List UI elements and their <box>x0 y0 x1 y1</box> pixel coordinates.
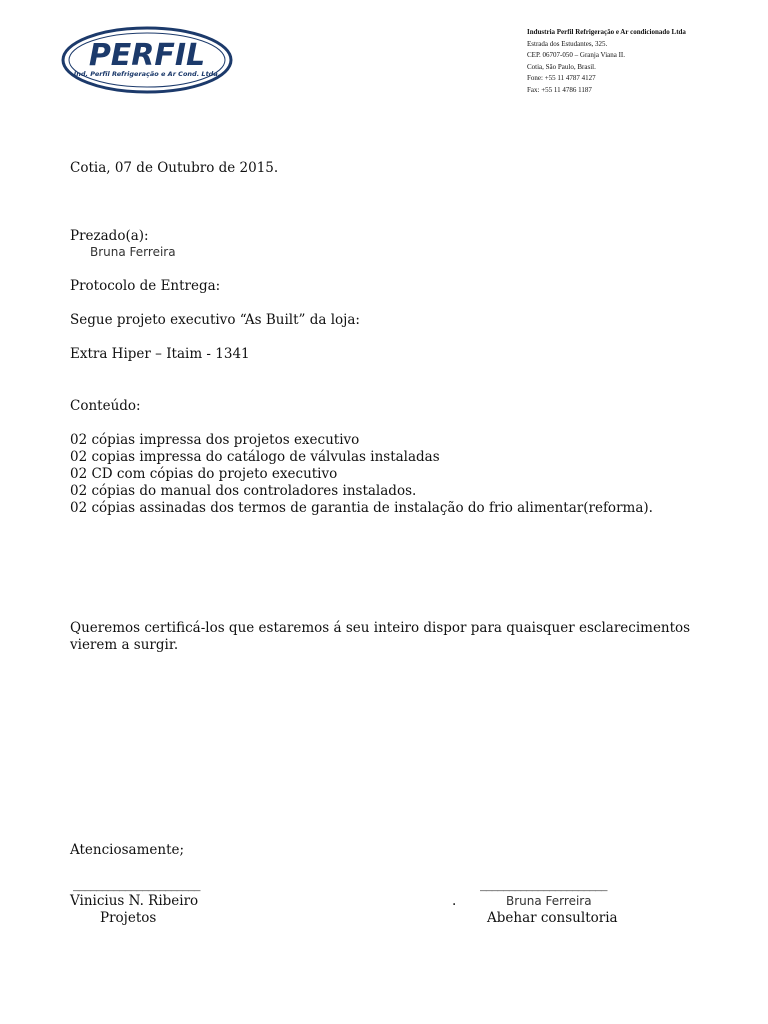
letterhead-cep: CEP. 06707-050 – Granja Viana II. <box>527 51 626 59</box>
letterhead-fax: Fax: +55 11 4786 1187 <box>527 85 592 94</box>
signer-left-name: Vinicius N. Ribeiro <box>70 893 199 909</box>
list-item: 02 copias impressa do catálogo de válvulas instaladas <box>70 449 440 465</box>
svg-text:Ind. Perfil Refrigeração e Ar: Ind. Perfil Refrigeração e Ar Cond. Ltda. <box>73 70 221 78</box>
company-logo <box>60 25 234 95</box>
closing-paragraph: Queremos certificá-los que estaremos á seu inteiro dispor para quaisquer esclarecimentos vierem a surgir. <box>70 620 691 653</box>
letterhead-address: Estrada dos Estudantes, 325. <box>527 39 608 48</box>
list-item: 02 cópias impressa dos projetos executivo <box>70 432 360 448</box>
salutation: Prezado(a): <box>70 228 149 244</box>
letterhead-city: Cotia, São Paulo, Brasil. <box>527 62 596 71</box>
list-item: 02 CD com cópias do projeto executivo <box>70 466 338 482</box>
signer-left-role: Projetos <box>100 910 157 926</box>
signoff: Atenciosamente; <box>70 842 185 858</box>
letterhead-block <box>527 27 757 96</box>
list-item: 02 cópias do manual dos controladores instalados. <box>70 483 417 499</box>
recipient-name: Bruna Ferreira <box>90 245 176 259</box>
contents-heading: Conteúdo: <box>70 398 141 414</box>
store-line: Extra Hiper – Itaim - 1341 <box>70 346 250 362</box>
letter-date: Cotia, 07 de Outubro de 2015. <box>70 160 279 176</box>
signature-line-right: ______________________ <box>480 876 607 892</box>
letterhead-company: Industria Perfil Refrigeração e Ar condicionado Ltda <box>527 28 686 36</box>
intro-line: Segue projeto executivo “As Built” da loja: <box>70 312 360 328</box>
signer-right-name: Bruna Ferreira <box>506 894 592 908</box>
letterhead-phone: Fone: +55 11 4787 4127 <box>527 74 596 82</box>
signature-line-left: ______________________ <box>73 876 200 892</box>
subject-line: Protocolo de Entrega: <box>70 278 221 294</box>
svg-text:PERFIL: PERFIL <box>88 38 206 73</box>
contents-list <box>70 432 653 517</box>
signature-dot: . <box>452 893 457 909</box>
list-item: 02 cópias assinadas dos termos de garantia de instalação do frio alimentar(reforma). <box>70 500 653 516</box>
signer-right-role: Abehar consultoria <box>487 910 618 926</box>
